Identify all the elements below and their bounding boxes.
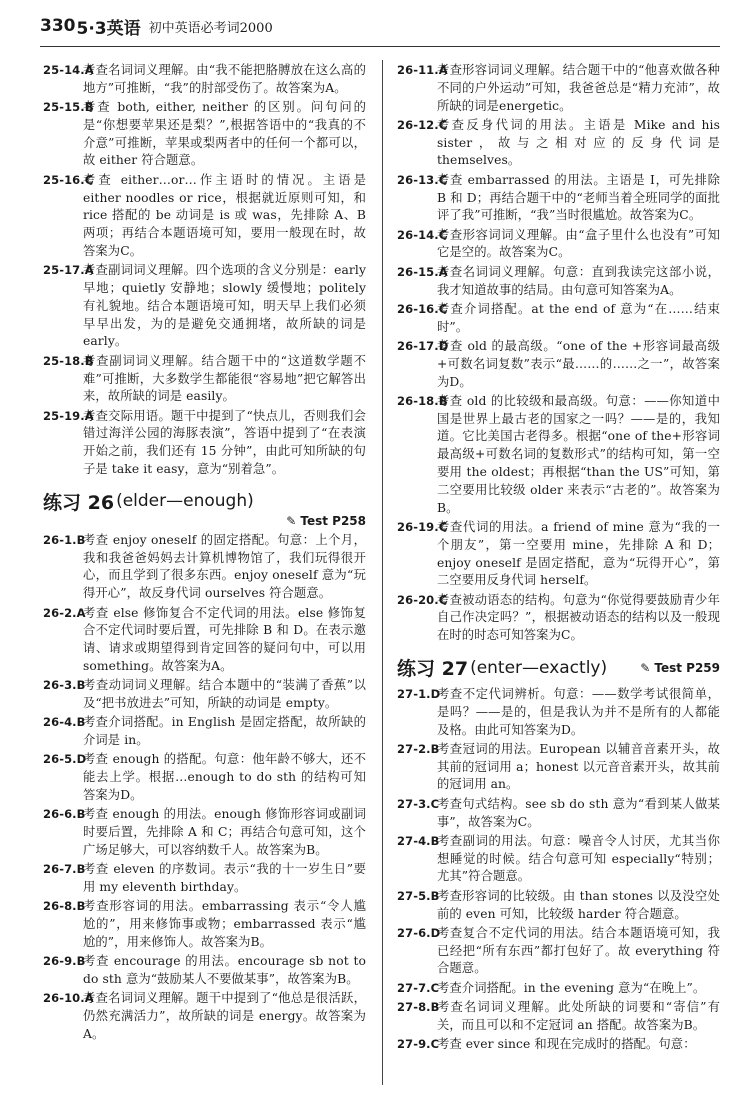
- answer-entry: [43, 262, 366, 351]
- answer-number: 27-9.C: [397, 1037, 440, 1052]
- answer-number: 26-5.D: [43, 752, 87, 767]
- section-label: 练习 27: [397, 658, 469, 680]
- answer-entry: [397, 796, 720, 832]
- answer-explanation: 考查介词搭配。at the end of 意为“在……结束时”。: [437, 301, 720, 334]
- answer-entry: [43, 605, 366, 676]
- brand-logo: 5·3英语: [76, 18, 141, 39]
- answer-explanation: 考查不定代词辨析。句意：——数学考试很简单，是吗？——是的，但是我认为并不是所有的人都能及格。由此可知答案为D。: [437, 687, 720, 737]
- answer-entry: [397, 741, 720, 794]
- section-label: 练习 26: [43, 491, 115, 514]
- page-header: [40, 6, 720, 47]
- answer-entry: [397, 686, 720, 739]
- answer-entry: [397, 301, 720, 337]
- answer-entry: [43, 806, 366, 859]
- answer-entry: [397, 62, 720, 115]
- column-divider: [382, 60, 383, 1085]
- answer-number: 25-14.A: [43, 63, 94, 77]
- answer-entry: [397, 393, 720, 518]
- answer-entry: [397, 338, 720, 391]
- answer-explanation: 考查 eleven 的序数词。表示“我的十一岁生日”要用 my eleventh birthday。: [83, 862, 366, 894]
- answer-explanation: 考查形容词词义理解。由“盒子里什么也没有”可知它是空的。故答案为C。: [437, 227, 720, 260]
- page-number: 330: [40, 16, 76, 36]
- answer-entry: [43, 714, 366, 750]
- answer-explanation: 考查 enough 的用法。enough 修饰形容词或副词时要后置，先排除 A 和 C；再结合句意可知，这个广场足够大，可以容纳数千人。故答案为B。: [83, 807, 366, 857]
- answer-number: 26-6.B: [43, 807, 86, 822]
- answer-explanation: 考查被动语态的结构。句意为“你觉得要鼓励青少年自己作决定吗？”，根据被动语态的结构以及一般现在时的时态可知答案为C。: [437, 592, 720, 643]
- answer-explanation: 考查 old 的最高级。“one of the +形容词最高级+可数名词复数”表示“最……的……之一”，故答案为D。: [437, 338, 720, 389]
- answer-number: 27-5.B: [397, 888, 440, 903]
- answer-entry: [43, 62, 366, 98]
- answer-number: 26-17.D: [397, 338, 449, 353]
- answer-number: 25-19.A: [43, 408, 94, 423]
- right-column: [397, 62, 720, 1055]
- answer-explanation: 考查 either…or…作主语时的情况。主语是 either noodles or rice，根据就近原则可知，和 rice 搭配的 be 动词是 is 或 was，先排除 A、B 两项；再结合本题语境可知，要用一般现在时，故答案为C。: [83, 172, 366, 258]
- answer-number: 25-18.B: [43, 353, 94, 368]
- answer-explanation: 考查冠词的用法。European 以辅音音素开头，故其前的冠词用 a；honest 以元音音素开头，故其前的冠词用 an。: [437, 741, 720, 792]
- answer-number: 26-7.B: [43, 862, 86, 877]
- answer-number: 26-10.A: [43, 991, 94, 1006]
- answer-explanation: 考查副词词义理解。四个选项的含义分别是：early 早地；quietly 安静地；slowly 缓慢地；politely 有礼貌地。结合本题语境可知，明天早上我们必须早早出发，为的是避免交通拥堵，故所缺的词是 early。: [83, 263, 366, 349]
- answer-entry: [43, 532, 366, 603]
- answer-number: 26-20.C: [397, 592, 448, 607]
- answer-explanation: 考查代词的用法。a friend of mine 意为“我的一个朋友”，第一空要用 mine，先排除 A 和 D；enjoy oneself 是固定搭配，意为“玩得开心”，第二空要用反身代词 herself。: [437, 519, 720, 588]
- answer-number: 26-8.B: [43, 899, 86, 914]
- answer-entry: [397, 519, 720, 590]
- answer-explanation: 考查副词的用法。句意：噪音令人讨厌，尤其当你想睡觉的时候。结合句意可知 especially“特别；尤其”符合题意。: [437, 833, 720, 884]
- book-title: 初中英语必考词2000: [148, 20, 273, 36]
- answer-explanation: 考查介词搭配。in the evening 意为“在晚上”。: [437, 980, 706, 995]
- answer-entry: [397, 833, 720, 886]
- answer-number: 26-19.C: [397, 519, 448, 534]
- answer-entry: [43, 408, 366, 479]
- answer-number: 27-2.B: [397, 741, 440, 756]
- test-reference: [286, 514, 366, 528]
- answer-explanation: 考查形容词词义理解。结合题干中的“他喜欢做各种不同的户外运动”可知，我爸爸总是“精力充沛”，故所缺的词是energetic。: [437, 63, 720, 113]
- answer-number: 27-3.C: [397, 796, 440, 811]
- answer-number: 27-8.B: [397, 1000, 440, 1015]
- answer-number: 26-14.C: [397, 227, 448, 242]
- answer-entry: [43, 861, 366, 897]
- answer-number: 26-4.B: [43, 715, 86, 730]
- answer-explanation: 考查介词搭配。in English 是固定搭配，故所缺的介词是 in。: [83, 715, 366, 748]
- answer-explanation: 考查动词词义理解。结合本题中的“装满了香蕉”以及“把书放进去”可知，所缺的动词是 empty。: [83, 678, 366, 710]
- answer-explanation: 考查形容词的用法。embarrassing 表示“令人尴尬的”，用来修饰事或物；embarrassed 表示“尴尬的”，用来修饰人。故答案为B。: [83, 899, 366, 949]
- section-header-27: [397, 654, 720, 681]
- test-page: Test P259: [654, 660, 720, 675]
- test-page: Test P258: [300, 514, 366, 529]
- answer-list-26-cont: [397, 62, 720, 645]
- answer-entry: [397, 980, 720, 998]
- answer-number: 27-1.D: [397, 687, 441, 701]
- answer-entry: [43, 353, 366, 406]
- answer-entry: [43, 898, 366, 951]
- section-range: (elder—enough): [116, 491, 254, 512]
- answer-number: 26-11.A: [397, 63, 448, 77]
- answer-entry: [397, 264, 720, 300]
- answer-number: 27-6.D: [397, 925, 441, 940]
- answer-number: 26-12.C: [397, 117, 448, 132]
- answer-explanation: 考查反身代词的用法。主语是 Mike and his sister，故与之相对应的反身代词是 themselves。: [437, 117, 720, 168]
- answer-explanation: 考查 encourage 的用法。encourage sb not to do sth 意为“鼓励某人不要做某事”，故答案为B。: [83, 954, 366, 986]
- answer-explanation: 考查 ever since 和现在完成时的搭配。句意：: [437, 1037, 696, 1052]
- answer-number: 27-4.B: [397, 833, 440, 848]
- answer-explanation: 考查名词词义理解。句意：直到我读完这部小说，我才知道故事的结局。由句意可知答案为A。: [437, 264, 720, 297]
- answer-entry: [43, 953, 366, 989]
- answer-list-27: [397, 686, 720, 1054]
- answer-explanation: 考查 enjoy oneself 的固定搭配。句意：上个月，我和我爸爸妈妈去计算机博物馆了，我们玩得很开心，而且学到了很多东西。enjoy oneself 意为“玩得开心”，故反身代词 ourselves 符合题意。: [83, 532, 366, 601]
- answer-entry: [397, 172, 720, 225]
- answer-list-26: [43, 532, 366, 1044]
- answer-number: 26-16.C: [397, 301, 448, 316]
- answer-entry: [43, 99, 366, 170]
- answer-entry: [397, 117, 720, 170]
- answer-number: 25-17.A: [43, 263, 94, 278]
- answer-number: 26-3.B: [43, 678, 86, 693]
- answer-number: 26-15.A: [397, 264, 448, 279]
- answer-explanation: 考查句式结构。see sb do sth 意为“看到某人做某事”，故答案为C。: [437, 796, 720, 829]
- answer-entry: [43, 751, 366, 804]
- answer-number: 26-18.B: [397, 393, 448, 408]
- answer-list-25: [43, 62, 366, 479]
- answer-number: 25-16.C: [43, 172, 94, 187]
- answer-explanation: 考查名词词义理解。题干中提到了“他总是很活跃，仍然充满活力”，故所缺的词是 energy。故答案为A。: [83, 991, 366, 1041]
- pen-icon: ✎: [286, 514, 297, 529]
- answer-entry: [43, 990, 366, 1043]
- answer-entry: [397, 888, 720, 924]
- answer-number: 26-9.B: [43, 954, 86, 969]
- answer-number: 26-2.A: [43, 605, 86, 620]
- answer-number: 26-1.B: [43, 532, 86, 547]
- answer-explanation: 考查名词词义理解。此处所缺的词要和“寄信”有关，而且可以和不定冠词 an 搭配。故答案为B。: [437, 1000, 720, 1032]
- answer-explanation: 考查复合不定代词的用法。结合本题语境可知，我已经把“所有东西”都打包好了。故 everything 符合题意。: [437, 925, 720, 976]
- answer-explanation: 考查 enough 的搭配。句意：他年龄不够大，还不能去上学。根据…enough to do sth 的结构可知答案为D。: [83, 752, 366, 802]
- answer-entry: [43, 677, 366, 713]
- answer-explanation: 考查形容词的比较级。由 than stones 以及没空处前的 even 可知，比较级 harder 符合题意。: [437, 888, 720, 921]
- answer-number: 27-7.C: [397, 980, 440, 995]
- answer-explanation: 考查名词词义理解。由“我不能把胳膊放在这么高的地方”可推断，“我”的肘部受伤了。故答案为A。: [83, 63, 366, 95]
- answer-entry: [397, 999, 720, 1035]
- section-header-26: [43, 488, 366, 529]
- answer-explanation: 考查交际用语。题干中提到了“快点儿，否则我们会错过海洋公园的海豚表演”，答语中提到了“在表演开始之前，我们还有 15 分钟”，由此可知所缺的句子是 take it easy，意为“别着急”。: [83, 408, 366, 477]
- pen-icon: ✎: [640, 660, 651, 675]
- answer-number: 25-15.B: [43, 100, 94, 115]
- answer-explanation: 考查 old 的比较级和最高级。句意：——你知道中国是世界上最古老的国家之一吗？——是的，我知道。它比美国古老得多。根据“one of the+形容词最高级+可数名词的复数形式”的结构可知，第一空要用 the oldest；再根据“than the US”可知，第二空要用比较级 older 来表示“古老的”。故答案为B。: [437, 393, 720, 515]
- test-reference: [640, 661, 720, 675]
- answer-explanation: 考查 embarrassed 的用法。主语是 I，可先排除 B 和 D；再结合题干中的“老师当着全班同学的面批评了我”可推断，“我”当时很尴尬。故答案为C。: [437, 172, 720, 223]
- answer-explanation: 考查 both, either, neither 的区别。问句问的是“你想要苹果还是梨？”,根据答语中的“我真的不介意”可推断，苹果或梨两者中的任何一个都可以，故 either 符合题意。: [83, 100, 366, 168]
- answer-entry: [43, 172, 366, 261]
- answer-explanation: 考查副词词义理解。结合题干中的“这道数学题不难”可推断，大多数学生都能很“容易地”把它解答出来，故所缺的词是 easily。: [83, 353, 366, 404]
- answer-explanation: 考查 else 修饰复合不定代词的用法。else 修饰复合不定代词时要后置，可先排除 B 和 D。在表示邀请、请求或期望得到肯定回答的疑问句中，可以用 something。故答案为A。: [83, 605, 366, 673]
- answer-number: 26-13.C: [397, 172, 448, 187]
- answer-entry: [397, 227, 720, 263]
- answer-entry: [397, 925, 720, 978]
- section-range: (enter—exactly): [470, 657, 608, 678]
- answer-entry: [397, 1036, 720, 1054]
- left-column: [43, 62, 366, 1045]
- answer-entry: [397, 592, 720, 645]
